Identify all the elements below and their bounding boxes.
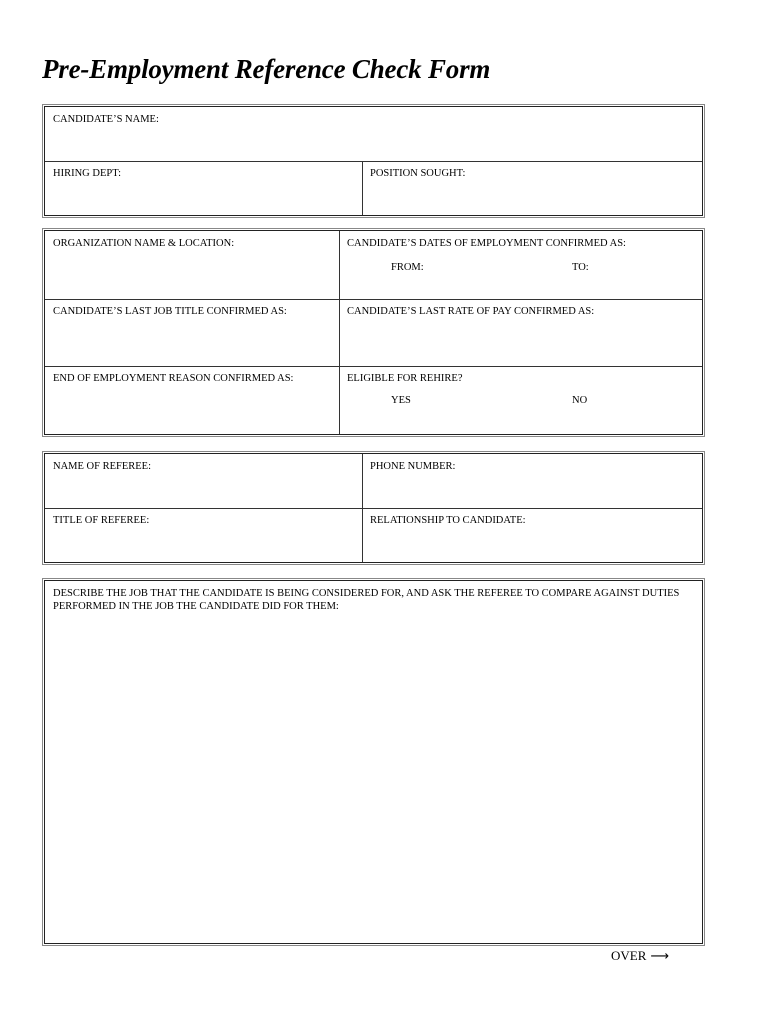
referee-name-field[interactable]: [45, 454, 362, 508]
job-description-section: [44, 580, 703, 944]
eligible-rehire-field: [339, 366, 702, 434]
eligible-rehire-label: ELIGIBLE FOR REHIRE?: [347, 373, 463, 384]
last-rate-of-pay-field[interactable]: [339, 299, 702, 366]
right-arrow-icon: ⟶: [650, 949, 670, 964]
last-rate-of-pay-label: CANDIDATE’S LAST RATE OF PAY CONFIRMED AS:: [347, 306, 595, 317]
employment-section: [44, 230, 703, 435]
referee-section: [44, 453, 703, 563]
referee-title-label: TITLE OF REFEREE:: [53, 515, 150, 526]
relationship-label: RELATIONSHIP TO CANDIDATE:: [370, 515, 526, 526]
over-indicator: [611, 948, 669, 964]
job-description-label: DESCRIBE THE JOB THAT THE CANDIDATE IS BEING CONSIDERED FOR, AND ASK THE REFEREE TO COMPARE AGAINST DUTIES PERFORMED IN THE JOB THE CANDIDATE DID FOR THEM:: [53, 588, 680, 612]
referee-title-field[interactable]: [45, 508, 362, 562]
position-sought-field[interactable]: [362, 161, 702, 215]
rehire-no-option[interactable]: NO: [572, 395, 588, 406]
candidate-name-label: CANDIDATE’S NAME:: [53, 114, 159, 125]
to-label: TO:: [572, 262, 589, 273]
last-job-title-label: CANDIDATE’S LAST JOB TITLE CONFIRMED AS:: [53, 306, 287, 317]
end-reason-field[interactable]: [45, 366, 339, 434]
candidate-section: [44, 106, 703, 216]
phone-number-field[interactable]: [362, 454, 702, 508]
end-reason-label: END OF EMPLOYMENT REASON CONFIRMED AS:: [53, 373, 294, 384]
relationship-field[interactable]: [362, 508, 702, 562]
position-sought-label: POSITION SOUGHT:: [370, 168, 466, 179]
organization-field[interactable]: [45, 231, 339, 299]
hiring-dept-label: HIRING DEPT:: [53, 168, 122, 179]
dates-confirmed-field[interactable]: [339, 231, 702, 299]
referee-name-label: NAME OF REFEREE:: [53, 461, 152, 472]
last-job-title-field[interactable]: [45, 299, 339, 366]
candidate-name-field[interactable]: [45, 107, 702, 161]
organization-label: ORGANIZATION NAME & LOCATION:: [53, 238, 235, 249]
rehire-yes-option[interactable]: YES: [391, 395, 411, 406]
page-title: Pre-Employment Reference Check Form: [42, 54, 491, 84]
job-description-field[interactable]: [45, 581, 702, 943]
over-label: OVER: [611, 948, 647, 963]
phone-number-label: PHONE NUMBER:: [370, 461, 456, 472]
dates-confirmed-label: CANDIDATE’S DATES OF EMPLOYMENT CONFIRMED AS:: [347, 238, 626, 249]
hiring-dept-field[interactable]: [45, 161, 362, 215]
from-label: FROM:: [391, 262, 424, 273]
